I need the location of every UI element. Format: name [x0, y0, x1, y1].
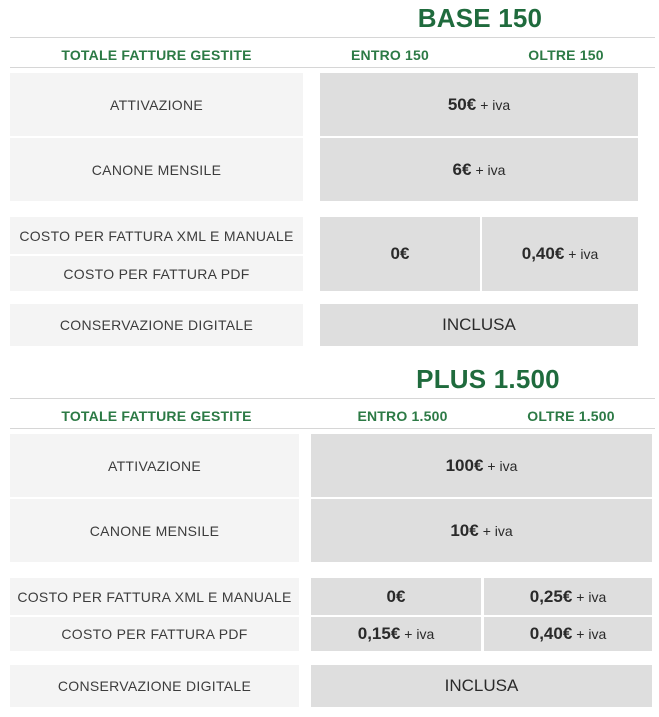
- plus-costo-pdf-oltre-price: 0,40€: [529, 624, 573, 643]
- base-costo-entro-price: 0€: [390, 244, 410, 263]
- plus-costo-xml-label: [10, 578, 299, 615]
- plus-costo-pdf-label: [10, 617, 299, 651]
- plus-title-divider: [10, 398, 655, 399]
- plus-header-oltre: OLTRE 1.500: [527, 408, 615, 424]
- base-canone-price: 6€: [452, 159, 472, 179]
- base-conservazione-label-text: CONSERVAZIONE DIGITALE: [59, 317, 254, 333]
- plus-costo-xml-oltre-price: 0,25€: [529, 586, 573, 606]
- plus-attivazione-label: [10, 434, 299, 497]
- plus-canone-iva: + iva: [482, 522, 513, 539]
- base-attivazione-price: 50€: [447, 94, 477, 114]
- plus-plan-title: PLUS 1.500: [416, 364, 560, 394]
- base-header-entro: ENTRO 150: [350, 47, 430, 63]
- plus-conservazione-value: [311, 665, 652, 707]
- plus-costo-pdf-entro-iva: + iva: [404, 626, 435, 642]
- plus-costo-pdf-oltre-iva: + iva: [576, 626, 607, 642]
- base-costo-entro-value: [320, 217, 480, 291]
- base-conservazione-label: [10, 304, 303, 346]
- base-costo-xml-label: [10, 217, 303, 254]
- plus-costo-xml-entro: [311, 578, 481, 615]
- plus-costo-xml-label-text: COSTO PER FATTURA XML E MANUALE: [17, 588, 292, 605]
- plus-costo-pdf-label-text: COSTO PER FATTURA PDF: [61, 626, 248, 642]
- plus-canone-label-text: CANONE MENSILE: [89, 522, 220, 539]
- base-header-totale: TOTALE FATTURE GESTITE: [61, 47, 252, 63]
- plus-costo-xml-entro-price: 0€: [386, 586, 406, 606]
- base-attivazione-label-text: ATTIVAZIONE: [109, 96, 203, 113]
- base-costo-xml-label-text: COSTO PER FATTURA XML E MANUALE: [19, 227, 294, 244]
- plus-header-totale: TOTALE FATTURE GESTITE: [61, 408, 252, 424]
- plus-attivazione-label-text: ATTIVAZIONE: [107, 457, 201, 474]
- base-costo-oltre-value: [482, 217, 638, 291]
- base-attivazione-label: [10, 73, 303, 136]
- plus-costo-pdf-entro-price: 0,15€: [357, 624, 401, 643]
- base-canone-value: [320, 138, 638, 201]
- base-attivazione-iva: + iva: [480, 96, 511, 113]
- plus-costo-pdf-oltre: [484, 617, 652, 651]
- base-plan-title: BASE 150: [417, 3, 543, 33]
- plus-canone-label: [10, 499, 299, 562]
- plus-canone-price: 10€: [450, 520, 479, 540]
- base-conservazione-text: INCLUSA: [442, 315, 516, 334]
- plus-attivazione-value: [311, 434, 652, 497]
- plus-attivazione-price: 100€: [445, 455, 484, 475]
- base-costo-oltre-iva: + iva: [568, 246, 599, 262]
- base-canone-iva: + iva: [475, 161, 506, 178]
- plus-canone-value: [311, 499, 652, 562]
- plus-header-entro: ENTRO 1.500: [357, 408, 448, 424]
- plus-header-divider: [10, 428, 655, 429]
- base-header-divider: [10, 67, 655, 68]
- base-canone-label: [10, 138, 303, 201]
- plus-attivazione-iva: + iva: [487, 457, 518, 474]
- plus-conservazione-text: INCLUSA: [444, 676, 519, 695]
- plus-costo-pdf-entro: [311, 617, 481, 651]
- base-header-oltre: OLTRE 150: [528, 47, 604, 63]
- base-attivazione-value: [320, 73, 638, 136]
- plus-conservazione-label-text: CONSERVAZIONE DIGITALE: [57, 678, 252, 694]
- base-costo-pdf-label-text: COSTO PER FATTURA PDF: [63, 265, 250, 282]
- base-costo-pdf-label: [10, 256, 303, 291]
- base-conservazione-value: [320, 304, 638, 346]
- plus-costo-xml-oltre: [484, 578, 652, 615]
- base-costo-oltre-price: 0,40€: [521, 244, 565, 263]
- base-canone-label-text: CANONE MENSILE: [91, 161, 222, 178]
- plus-conservazione-label: [10, 665, 299, 707]
- plus-costo-xml-oltre-iva: + iva: [576, 588, 607, 605]
- base-title-divider: [10, 37, 655, 38]
